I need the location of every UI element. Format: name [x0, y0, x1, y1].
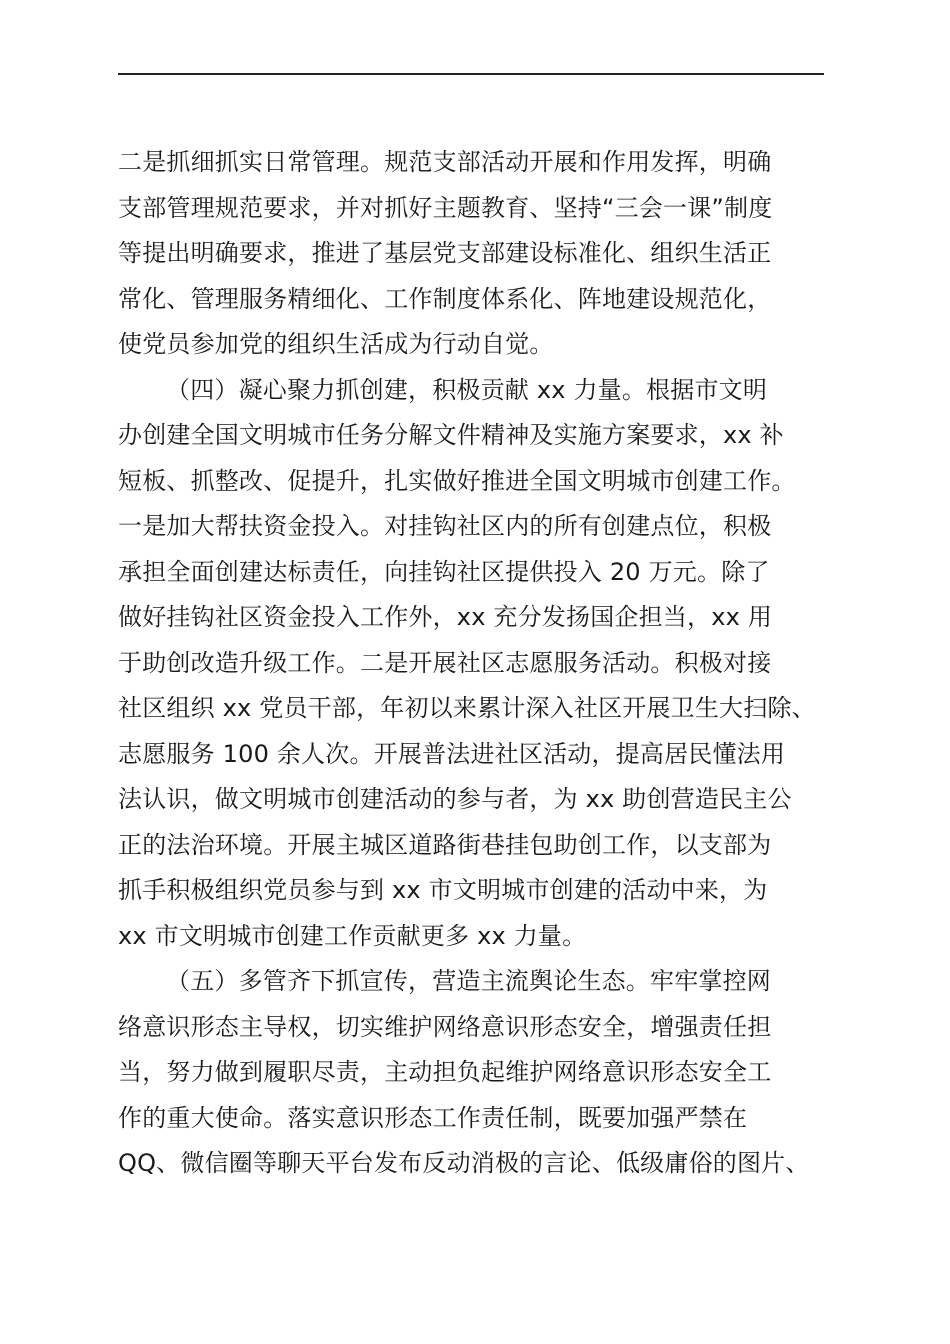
text-line: 做好挂钩社区资金投入工作外，xx 充分发扬国企担当，xx 用 [118, 603, 773, 631]
text-line: 正的法治环境。开展主城区道路街巷挂包助创工作，以支部为 [118, 830, 772, 859]
text-line: 当，努力做到履职尽责，主动担负起维护网络意识形态安全工 [118, 1058, 772, 1086]
text-line: 办创建全国文明城市任务分解文件精神及实施方案要求，xx 补 [118, 421, 784, 449]
text-line: QQ、微信圈等聊天平台发布反动消极的言论、低级庸俗的图片、 [118, 1149, 810, 1177]
header-rule [118, 73, 824, 75]
text-line: 社区组织 xx 党员干部，年初以来累计深入社区开展卫生大扫除、 [118, 694, 816, 722]
document-body [118, 140, 858, 1187]
text-line: 常化、管理服务精细化、工作制度体系化、阵地建设规范化， [118, 284, 772, 313]
text-line: 等提出明确要求，推进了基层党支部建设标准化、组织生活正 [118, 239, 772, 267]
text-line: 短板、抓整改、促提升，扎实做好推进全国文明城市创建工作。 [118, 466, 796, 495]
text-line: 一是加大帮扶资金投入。对挂钩社区内的所有创建点位，积极 [118, 512, 772, 540]
text-line: 作的重大使命。落实意识形态工作责任制，既要加强严禁在 [118, 1103, 748, 1132]
text-line: 二是抓细抓实日常管理。规范支部活动开展和作用发挥，明确 [118, 148, 772, 176]
text-line: 抓手积极组织党员参与到 xx 市文明城市创建的活动中来，为 [118, 876, 768, 904]
text-line: 法认识，做文明城市创建活动的参与者，为 xx 助创营造民主公 [118, 785, 792, 813]
text-line: 承担全面创建达标责任，向挂钩社区提供投入 20 万元。除了 [118, 557, 770, 586]
paragraph-five-heading-line: （五）多管齐下抓宣传，营造主流舆论生态。牢牢掌控网 [166, 967, 771, 995]
text-line: 于助创改造升级工作。二是开展社区志愿服务活动。积极对接 [118, 648, 772, 677]
text-line: 志愿服务 100 余人次。开展普法进社区活动，提高居民懂法用 [118, 739, 786, 768]
text-line: 络意识形态主导权，切实维护网络意识形态安全，增强责任担 [118, 1012, 772, 1041]
text-line: 支部管理规范要求，并对抓好主题教育、坚持“三会一课”制度 [118, 193, 773, 222]
paragraph-four-heading-line: （四）凝心聚力抓创建，积极贡献 xx 力量。根据市文明 [166, 375, 768, 404]
text-line: 使党员参加党的组织生活成为行动自觉。 [118, 330, 554, 358]
text-line: xx 市文明城市创建工作贡献更多 xx 力量。 [118, 921, 587, 950]
